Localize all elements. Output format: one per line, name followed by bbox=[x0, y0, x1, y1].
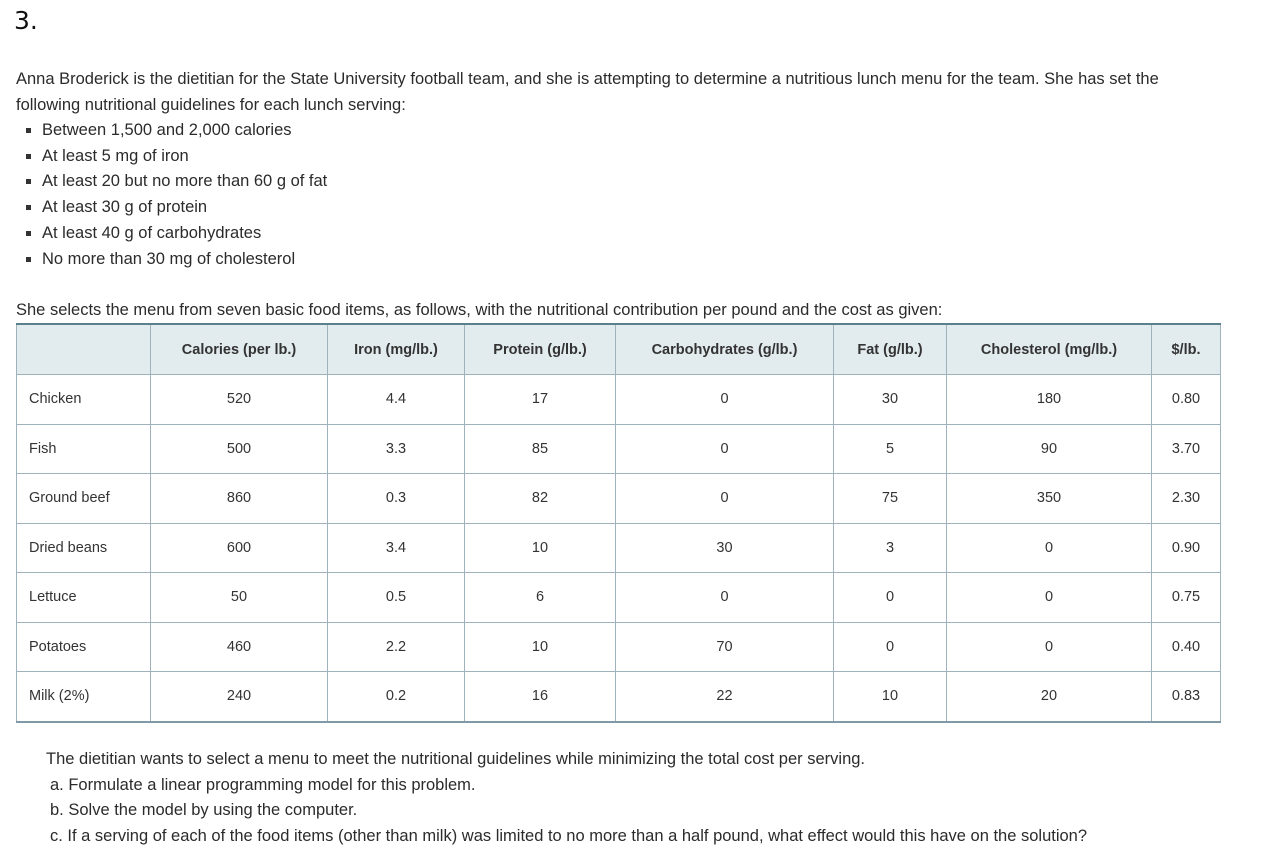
table-cell: 10 bbox=[465, 622, 616, 672]
table-cell: 0 bbox=[834, 573, 947, 623]
table-cell: 0.2 bbox=[328, 672, 465, 722]
table-cell: 10 bbox=[465, 523, 616, 573]
table-cell: 0 bbox=[616, 424, 834, 474]
table-cell: 30 bbox=[834, 375, 947, 425]
table-cell: 20 bbox=[947, 672, 1152, 722]
table-cell: 3 bbox=[834, 523, 947, 573]
closing-section bbox=[46, 747, 1087, 850]
column-header: Carbohydrates (g/lb.) bbox=[616, 324, 834, 375]
table-cell: 0 bbox=[947, 523, 1152, 573]
food-name-cell: Fish bbox=[17, 424, 151, 474]
table-cell: 82 bbox=[465, 474, 616, 524]
table-cell: 85 bbox=[465, 424, 616, 474]
table-cell: 6 bbox=[465, 573, 616, 623]
table-cell: 3.4 bbox=[328, 523, 465, 573]
table-cell: 90 bbox=[947, 424, 1152, 474]
table-cell: 3.70 bbox=[1152, 424, 1221, 474]
selection-text: She selects the menu from seven basic food items, as follows, with the nutritional contribution per pound and the cost as given: bbox=[16, 301, 943, 319]
table-cell: 4.4 bbox=[328, 375, 465, 425]
column-header: $/lb. bbox=[1152, 324, 1221, 375]
table-row bbox=[17, 573, 1221, 623]
table-cell: 0.90 bbox=[1152, 523, 1221, 573]
food-name-cell: Potatoes bbox=[17, 622, 151, 672]
table-cell: 0 bbox=[834, 622, 947, 672]
table-cell: 70 bbox=[616, 622, 834, 672]
nutrition-table bbox=[16, 323, 1221, 723]
table-cell: 350 bbox=[947, 474, 1152, 524]
table-row bbox=[17, 672, 1221, 722]
guideline-item: At least 20 but no more than 60 g of fat bbox=[24, 169, 327, 195]
question-part: a. Formulate a linear programming model for this problem. bbox=[50, 775, 476, 794]
table-cell: 2.2 bbox=[328, 622, 465, 672]
table-header-row bbox=[17, 324, 1221, 375]
table-row bbox=[17, 523, 1221, 573]
table-cell: 0.83 bbox=[1152, 672, 1221, 722]
table-row bbox=[17, 622, 1221, 672]
table-cell: 10 bbox=[834, 672, 947, 722]
question-part: b. Solve the model by using the computer. bbox=[50, 801, 358, 820]
table-cell: 860 bbox=[151, 474, 328, 524]
table-cell: 240 bbox=[151, 672, 328, 722]
guideline-item: Between 1,500 and 2,000 calories bbox=[24, 118, 327, 144]
column-header: Cholesterol (mg/lb.) bbox=[947, 324, 1152, 375]
table-cell: 75 bbox=[834, 474, 947, 524]
question-parts bbox=[46, 773, 1087, 850]
food-name-cell: Milk (2%) bbox=[17, 672, 151, 722]
guideline-item: No more than 30 mg of cholesterol bbox=[24, 247, 327, 273]
table-cell: 0 bbox=[616, 573, 834, 623]
table-cell: 0.80 bbox=[1152, 375, 1221, 425]
closing-statement: The dietitian wants to select a menu to meet the nutritional guidelines while minimizing the total cost per serving. bbox=[46, 750, 866, 768]
table-cell: 5 bbox=[834, 424, 947, 474]
food-name-cell: Chicken bbox=[17, 375, 151, 425]
table-cell: 17 bbox=[465, 375, 616, 425]
table-cell: 0 bbox=[947, 622, 1152, 672]
table-cell: 520 bbox=[151, 375, 328, 425]
guideline-item: At least 30 g of protein bbox=[24, 195, 327, 221]
column-header: Iron (mg/lb.) bbox=[328, 324, 465, 375]
guidelines-list bbox=[24, 118, 327, 272]
column-header: Protein (g/lb.) bbox=[465, 324, 616, 375]
table-cell: 50 bbox=[151, 573, 328, 623]
table-cell: 0 bbox=[947, 573, 1152, 623]
food-name-cell: Ground beef bbox=[17, 474, 151, 524]
table-cell: 0.75 bbox=[1152, 573, 1221, 623]
intro-line-1: Anna Broderick is the dietitian for the State University football team, and she is attempting to determine a nutritious lunch menu for the team. She has set the bbox=[16, 70, 1159, 88]
column-header: Fat (g/lb.) bbox=[834, 324, 947, 375]
table-row bbox=[17, 375, 1221, 425]
question-part: c. If a serving of each of the food items (other than milk) was limited to no more than a half pound, what effect would this have on the solution? bbox=[50, 827, 1088, 846]
food-name-cell: Dried beans bbox=[17, 523, 151, 573]
question-number: 3. bbox=[14, 6, 38, 35]
intro-paragraph bbox=[16, 66, 1236, 118]
table-cell: 500 bbox=[151, 424, 328, 474]
table-cell: 0 bbox=[616, 375, 834, 425]
table-cell: 460 bbox=[151, 622, 328, 672]
table-cell: 22 bbox=[616, 672, 834, 722]
table-row bbox=[17, 424, 1221, 474]
table-cell: 0.5 bbox=[328, 573, 465, 623]
guideline-item: At least 5 mg of iron bbox=[24, 144, 327, 170]
table-cell: 3.3 bbox=[328, 424, 465, 474]
column-header: Calories (per lb.) bbox=[151, 324, 328, 375]
column-header bbox=[17, 324, 151, 375]
intro-line-2: following nutritional guidelines for each lunch serving: bbox=[16, 96, 406, 114]
food-name-cell: Lettuce bbox=[17, 573, 151, 623]
table-cell: 600 bbox=[151, 523, 328, 573]
guideline-item: At least 40 g of carbohydrates bbox=[24, 221, 327, 247]
table-cell: 30 bbox=[616, 523, 834, 573]
table-cell: 0.40 bbox=[1152, 622, 1221, 672]
table-cell: 2.30 bbox=[1152, 474, 1221, 524]
table-cell: 0 bbox=[616, 474, 834, 524]
table-cell: 180 bbox=[947, 375, 1152, 425]
table-cell: 0.3 bbox=[328, 474, 465, 524]
table-cell: 16 bbox=[465, 672, 616, 722]
table-row bbox=[17, 474, 1221, 524]
